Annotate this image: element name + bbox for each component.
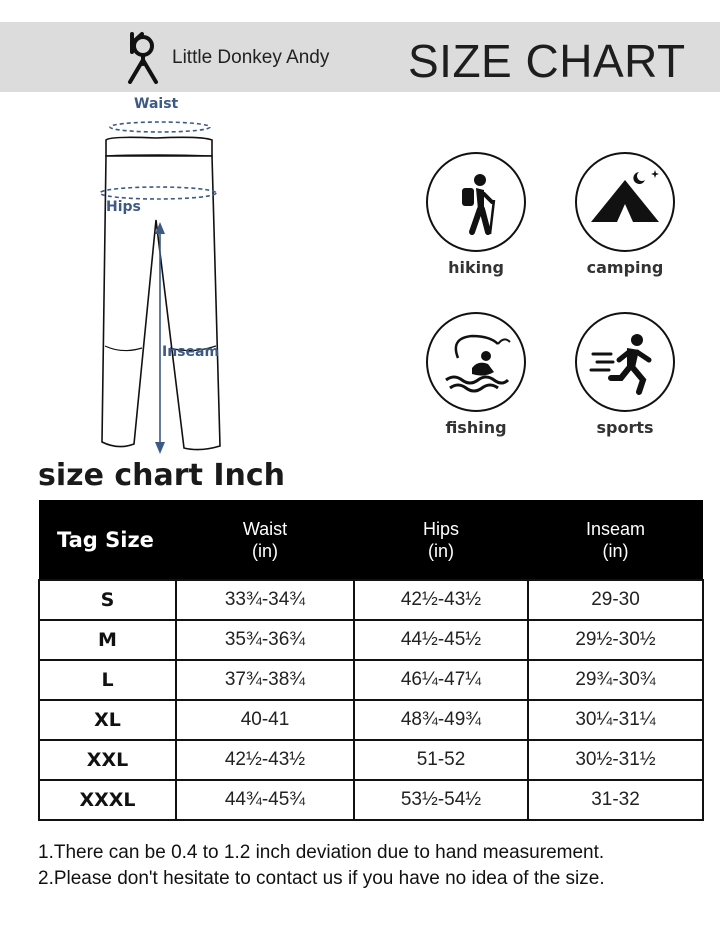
tag-size-cell: S bbox=[39, 580, 176, 620]
waist-label: Waist bbox=[134, 96, 179, 112]
waist-cell: 37¾-38¾ bbox=[176, 660, 354, 700]
camping-label: camping bbox=[586, 258, 664, 277]
waist-cell: 35¾-36¾ bbox=[176, 620, 354, 660]
table-row bbox=[39, 740, 703, 780]
tag-size-cell: XL bbox=[39, 700, 176, 740]
table-row bbox=[39, 580, 703, 620]
tag-size-cell: XXXL bbox=[39, 780, 176, 820]
header-hips: Hips (in) bbox=[354, 500, 528, 580]
table-row bbox=[39, 780, 703, 820]
running-icon bbox=[575, 312, 675, 412]
waist-cell: 42½-43½ bbox=[176, 740, 354, 780]
note-contact: 2.Please don't hesitate to contact us if you have no idea of the size. bbox=[38, 868, 605, 889]
camping-tent-icon bbox=[575, 152, 675, 252]
pants-diagram bbox=[96, 96, 236, 458]
tag-size-cell: M bbox=[39, 620, 176, 660]
waist-cell: 33¾-34¾ bbox=[176, 580, 354, 620]
fishing-icon bbox=[426, 312, 526, 412]
header-inseam: Inseam (in) bbox=[528, 500, 703, 580]
waist-cell: 40-41 bbox=[176, 700, 354, 740]
hiking-label: hiking bbox=[448, 258, 504, 277]
note-deviation: 1.There can be 0.4 to 1.2 inch deviation due to hand measurement. bbox=[38, 842, 605, 863]
hips-label: Hips bbox=[106, 199, 141, 215]
section-title: size chart Inch bbox=[38, 458, 286, 493]
header-waist: Waist (in) bbox=[176, 500, 354, 580]
table-header-row bbox=[39, 500, 703, 580]
tag-size-cell: XXL bbox=[39, 740, 176, 780]
hips-cell: 46¼-47¼ bbox=[354, 660, 528, 700]
hips-cell: 44½-45½ bbox=[354, 620, 528, 660]
table-row bbox=[39, 620, 703, 660]
inseam-cell: 30¼-31¼ bbox=[528, 700, 703, 740]
inseam-cell: 29-30 bbox=[528, 580, 703, 620]
hips-cell: 42½-43½ bbox=[354, 580, 528, 620]
page-title: SIZE CHART bbox=[408, 35, 686, 87]
inseam-cell: 29½-30½ bbox=[528, 620, 703, 660]
tag-size-cell: L bbox=[39, 660, 176, 700]
header-tag-size: Tag Size bbox=[39, 500, 176, 580]
table-row bbox=[39, 660, 703, 700]
hips-cell: 48¾-49¾ bbox=[354, 700, 528, 740]
table-row bbox=[39, 700, 703, 740]
hips-cell: 53½-54½ bbox=[354, 780, 528, 820]
inseam-cell: 29¾-30¾ bbox=[528, 660, 703, 700]
inseam-label: Inseam bbox=[162, 344, 220, 360]
sports-label: sports bbox=[596, 418, 654, 437]
hips-cell: 51-52 bbox=[354, 740, 528, 780]
size-table bbox=[38, 500, 704, 821]
fishing-label: fishing bbox=[445, 418, 507, 437]
hiking-icon bbox=[426, 152, 526, 252]
waist-cell: 44¾-45¾ bbox=[176, 780, 354, 820]
inseam-cell: 31-32 bbox=[528, 780, 703, 820]
donkey-logo-icon bbox=[124, 30, 162, 84]
brand-name: Little Donkey Andy bbox=[172, 47, 330, 68]
inseam-cell: 30½-31½ bbox=[528, 740, 703, 780]
